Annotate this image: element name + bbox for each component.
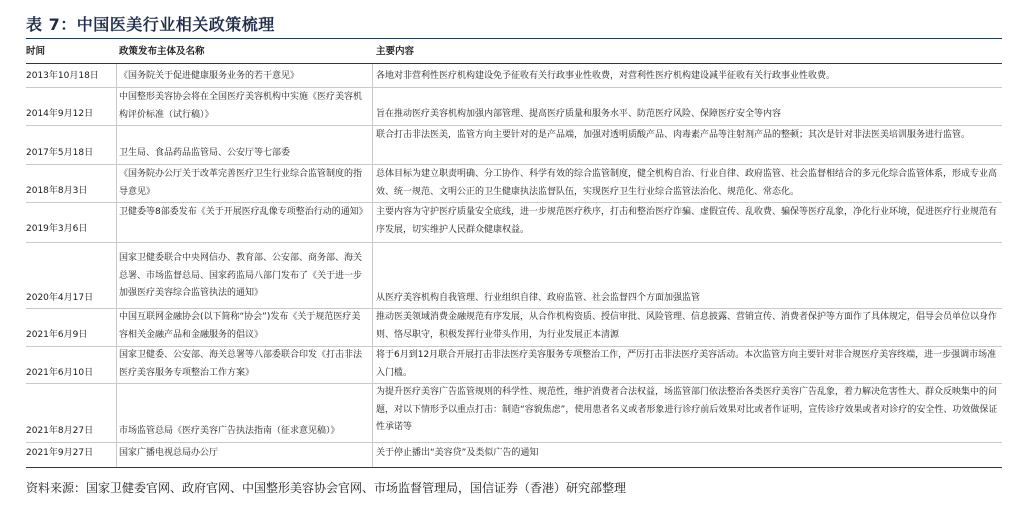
row-5-policy: 卫健委等8部委发布《关于开展医疗乱像专项整治行动的通知》: [119, 207, 368, 217]
row-divider: [26, 442, 1002, 443]
source-note: 资料来源：国家卫健委官网、政府官网、中国整形美容协会官网、市场监督管理局，国信证券（香港）研究部整理: [26, 481, 627, 495]
row-1-date: 2013年10月18日: [26, 71, 99, 81]
header-content: 主要内容: [376, 46, 415, 57]
row-divider: [26, 202, 1002, 203]
header-date: 时间: [26, 46, 46, 57]
row-1-policy: 《国务院关于促进健康服务业务的若干意见》: [119, 71, 300, 81]
row-5-content: 主要内容为守护医疗质量安全底线，进一步规范医疗秩序，打击和整治医疗诈骗、虚假宣传、乱收费、骗保等医疗乱象，净化行业环境，促进医疗行业规范有序发展，切实维护人民群众健康权益。: [376, 207, 998, 235]
row-7-content: 推动医美领域消费金融规范有序发展，从合作机构资质、授信审批、风险管理、信息披露、营销宣传、消费者保护等方面作了具体规定，倡导会员单位以身作则、恪尽职守，积极发挥行业带头作用，为行业发展正本清源: [376, 312, 998, 340]
row-6-policy: 国家卫健委联合中央网信办、教育部、公安部、商务部、海关总署、市场监督总局、国家药监局八部门发布了《关于进一步加强医疗美容综合监管执法的通知》: [119, 253, 363, 298]
header-rule: [26, 63, 1002, 64]
row-9-content: 为提升医疗美容广告监管规则的科学性、规范性，维护消费者合法权益，场监管部门依法整治各类医疗美容广告乱象，着力解决危害性大、群众反映集中的问题，对以下情形予以重点打击：制造“容貌焦虑”，使用患者名义或者形象进行诊疗前后效果对比或者作证明，宣传诊疗效果或者对诊疗的安全性、功效做保证性承诺等: [376, 387, 998, 432]
row-divider: [26, 87, 1002, 88]
row-divider: [26, 125, 1002, 126]
row-2-policy: 中国整形美容协会将在全国医疗美容机构中实施《医疗美容机构评价标准（试行稿）》: [119, 92, 363, 120]
row-4-content: 总体目标为建立职责明确、分工协作、科学有效的综合监管制度，健全机构自治、行业自律、政府监管、社会监督相结合的多元化综合监管体系，形成专业高效、统一规范、文明公正的卫生健康执法监督队伍，实现医疗卫生行业综合监管法治化、规范化、常态化。: [376, 169, 998, 197]
row-8-date: 2021年6月10日: [26, 368, 94, 378]
top-rule: [26, 38, 1002, 39]
row-2-date: 2014年9月12日: [26, 109, 94, 119]
row-7-policy: 中国互联网金融协会(以下简称“协会”)发布《关于规范医疗美容相关金融产品和金融服务的倡议》: [119, 312, 361, 340]
row-9-date: 2021年8月27日: [26, 426, 94, 436]
row-10-date: 2021年9月27日: [26, 448, 94, 458]
row-3-content: 联合打击非法医美，监管方向主要针对的是产品端，加强对透明质酸产品、肉毒素产品等注射剂产品的整顿；其次是针对非法医美培训服务进行监管。: [376, 130, 971, 140]
header-policy: 政策发布主体及名称: [119, 46, 205, 57]
row-5-date: 2019年3月6日: [26, 224, 88, 234]
bottom-rule: [26, 467, 1002, 468]
row-8-content: 将于6月到12月联合开展打击非法医疗美容服务专项整治工作，严厉打击非法医疗美容活动。本次监管方向主要针对非合规医疗美容终端，进一步强调市场准入门槛。: [376, 350, 997, 378]
row-divider: [26, 242, 1002, 243]
row-3-date: 2017年5月18日: [26, 148, 94, 158]
row-10-content: 关于停止播出“美容贷”及类似广告的通知: [376, 448, 539, 458]
row-3-policy: 卫生局、食品药品监管局、公安厅等七部委: [119, 148, 291, 158]
row-9-policy: 市场监管总局《医疗美容广告执法指南（征求意见稿）》: [119, 426, 340, 436]
row-2-content: 旨在推动医疗美容机构加强内部管理、提高医疗质量和服务水平、防范医疗风险、保障医疗安全等内容: [376, 109, 782, 119]
row-1-content: 各地对非营利性医疗机构建设免予征收有关行政事业性收费，对营利性医疗机构建设减半征收有关行政事业性收费。: [376, 71, 836, 81]
row-6-content: 从医疗美容机构自我管理、行业组织自律、政府监管、社会监督四个方面加强监管: [376, 293, 701, 303]
row-4-date: 2018年8月3日: [26, 186, 88, 196]
row-4-policy: 《国务院办公厅关于改革完善医疗卫生行业综合监管制度的指导意见》: [119, 169, 363, 197]
row-10-policy: 国家广播电视总局办公厅: [119, 448, 219, 458]
row-divider: [26, 164, 1002, 165]
table-title: 表 7：中国医美行业相关政策梳理: [26, 15, 275, 34]
row-6-date: 2020年4月17日: [26, 293, 94, 303]
row-8-policy: 国家卫健委、公安部、海关总署等八部委联合印发《打击非法医疗美容服务专项整治工作方案》: [119, 350, 363, 378]
row-7-date: 2021年6月9日: [26, 330, 88, 340]
